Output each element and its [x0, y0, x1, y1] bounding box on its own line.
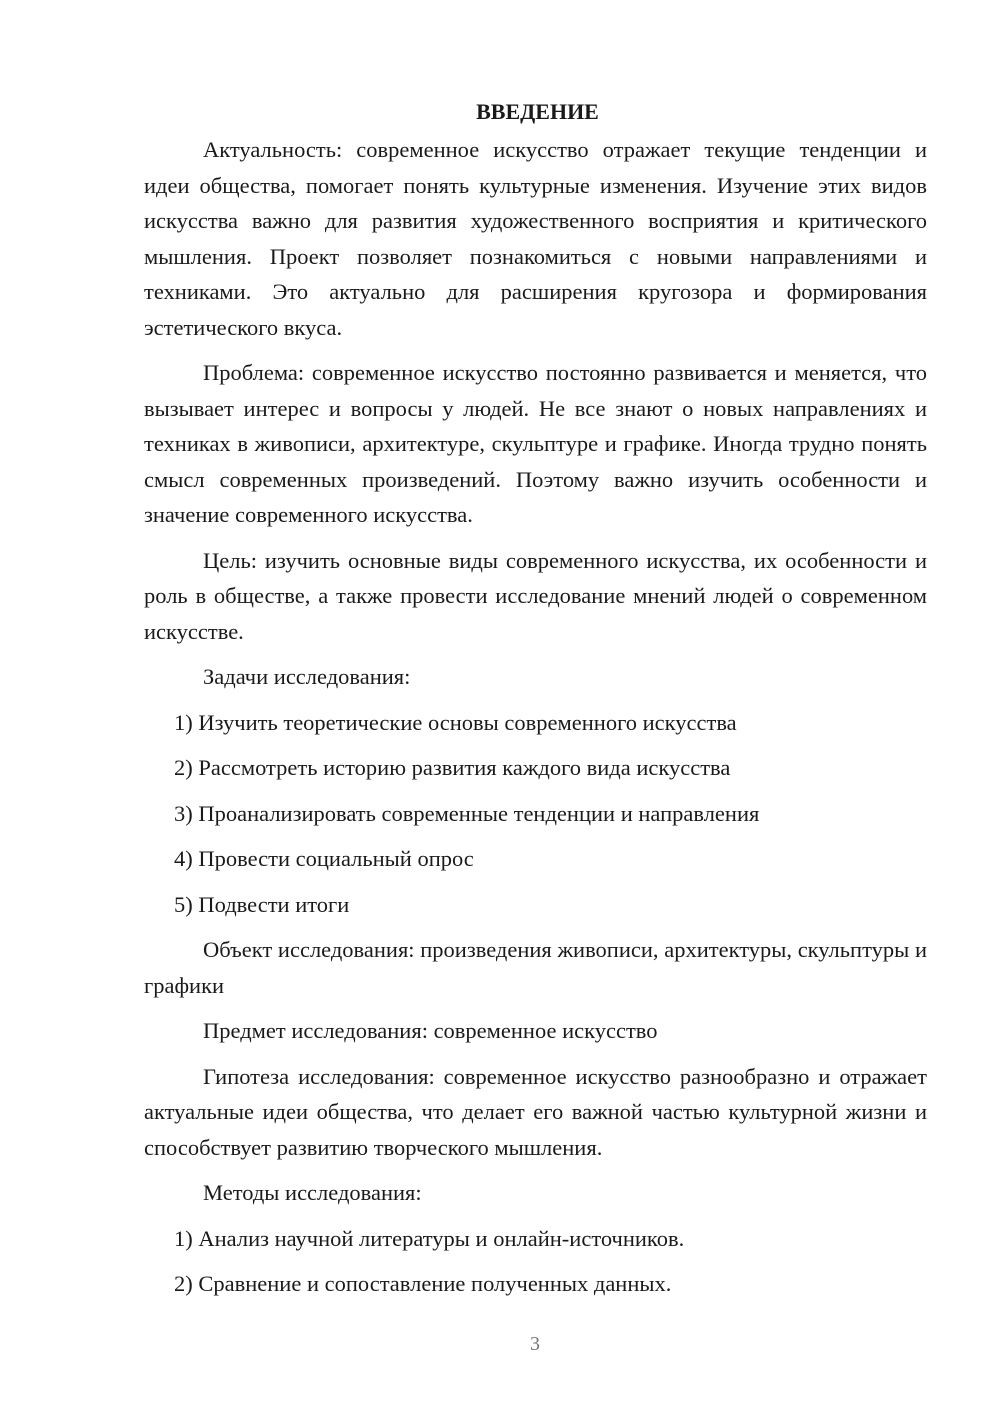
- task-item: 2) Рассмотреть историю развития каждого вида искусства: [174, 755, 731, 780]
- tasks-label: Задачи исследования:: [203, 664, 411, 689]
- page-title: ВВЕДЕНИЕ: [476, 99, 599, 124]
- task-item: 5) Подвести итоги: [174, 891, 350, 917]
- methods-label: Методы исследования:: [203, 1180, 422, 1205]
- relevance-paragraph: Актуальность: современное искусство отражает текущие тенденции и идеи общества, помогает понять культурные изменения. Изучение этих видов искусства важно для развития художественного восприятия и критического мышления. Проект позволяет познакомиться с новыми направлениями и техниками. Это актуально для расширения кругозора и формирования эстетического вкуса.: [144, 137, 927, 340]
- task-item: 1) Изучить теоретические основы современного искусства: [174, 709, 737, 735]
- object-paragraph: Объект исследования: произведения живописи, архитектуры, скульптуры и графики: [144, 937, 927, 998]
- page-number: 3: [530, 1333, 540, 1355]
- task-item: 3) Проанализировать современные тенденции и направления: [174, 800, 760, 826]
- problem-paragraph: Проблема: современное искусство постоянно развивается и меняется, что вызывает интерес и вопросы у людей. Не все знают о новых направлениях и техниках в живописи, архитектуре, скульптуре и графике. Иногда трудно понять смысл современных произведений. Поэтому важно изучить особенности и значение современного искусства.: [144, 360, 927, 527]
- page-content: [144, 94, 927, 1312]
- task-item: 4) Провести социальный опрос: [174, 846, 474, 871]
- subject-line: Предмет исследования: современное искусство: [203, 1018, 658, 1043]
- hypothesis-paragraph: Гипотеза исследования: современное искусство разнообразно и отражает актуальные идеи общества, что делает его важной частью культурной жизни и способствует развитию творческого мышления.: [144, 1063, 927, 1160]
- goal-paragraph: Цель: изучить основные виды современного искусства, их особенности и роль в обществе, а также провести исследование мнений людей о современном искусстве.: [144, 547, 927, 644]
- method-item: 1) Анализ научной литературы и онлайн-источников.: [174, 1225, 685, 1251]
- method-item: 2) Сравнение и сопоставление полученных данных.: [174, 1271, 672, 1296]
